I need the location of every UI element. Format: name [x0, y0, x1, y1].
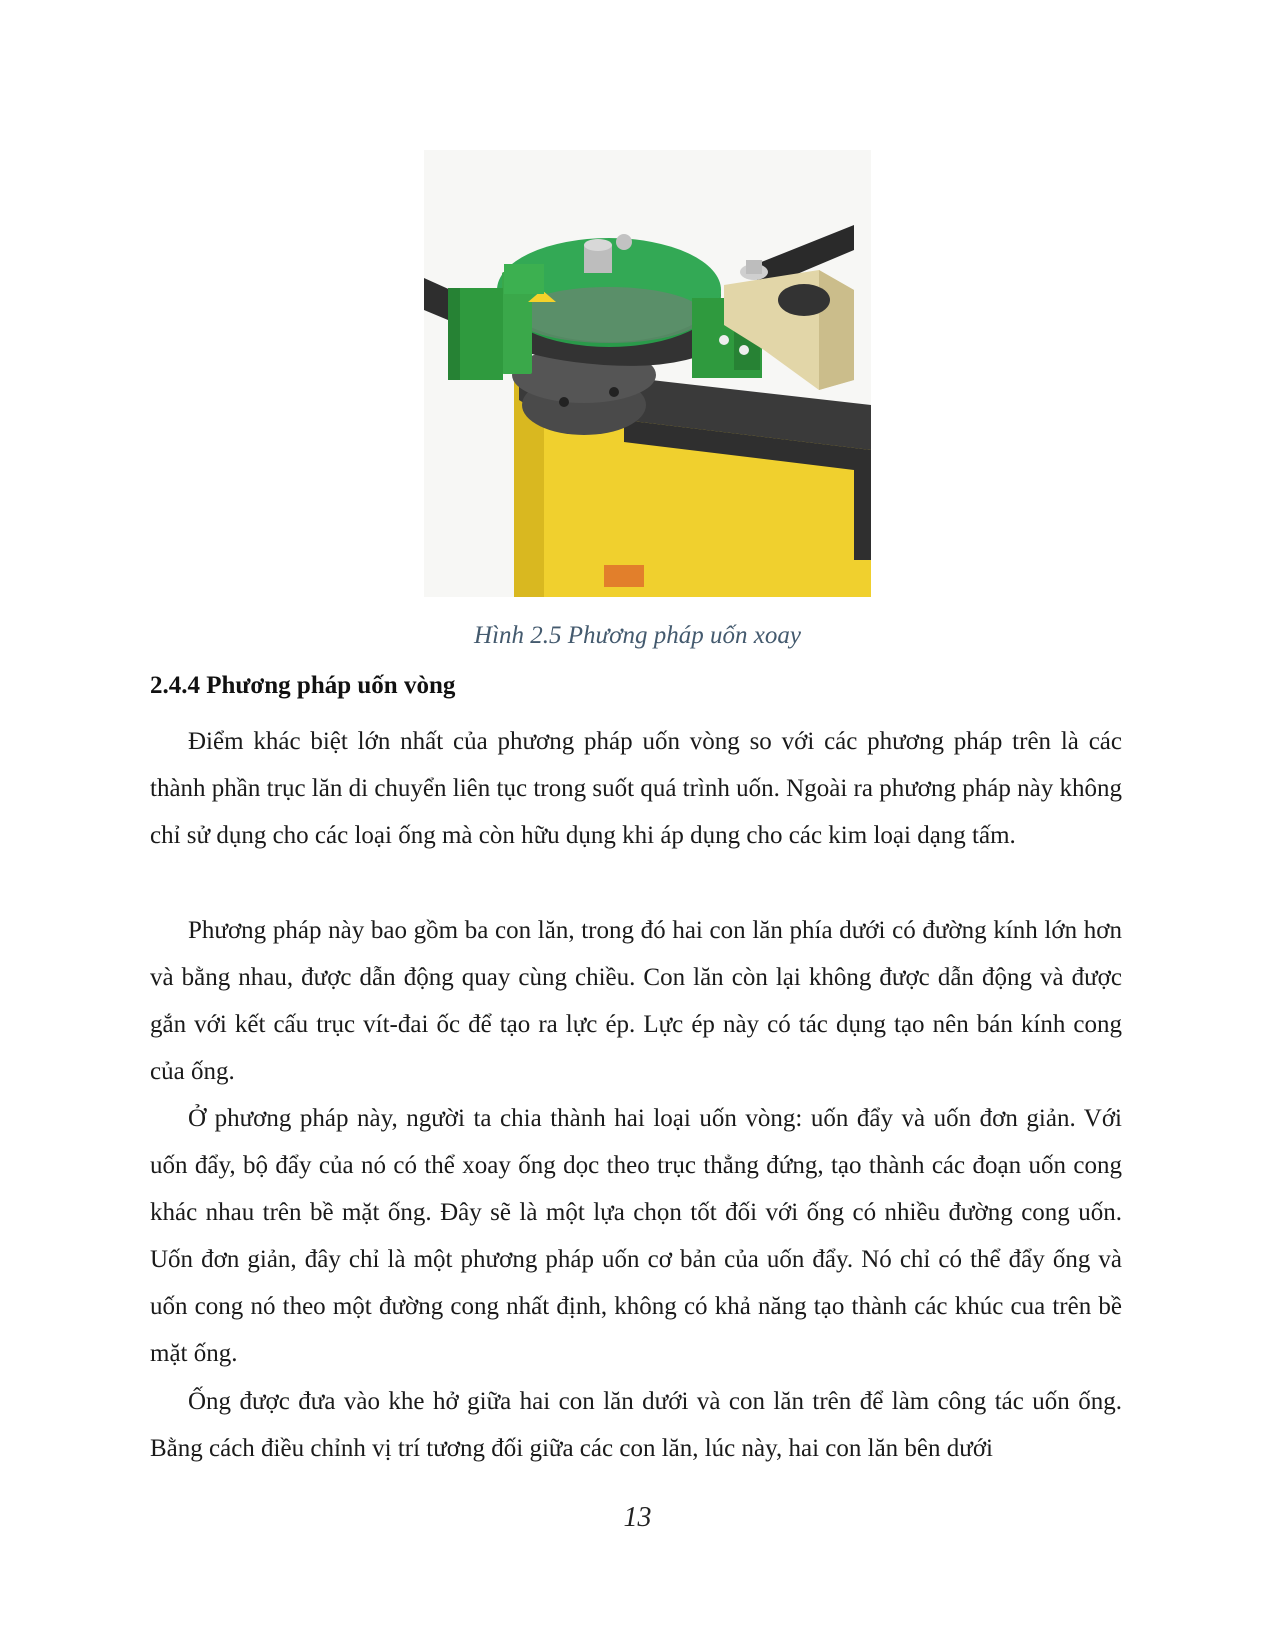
paragraph-2: Phương pháp này bao gồm ba con lăn, trong đó hai con lăn phía dưới có đường kính lớn hơn và bằng nhau, được dẫn động quay cùng chiều. Con lăn còn lại không được dẫn động và được gắn với kết cấu trục vít-đai ốc để tạo ra lực ép. Lực ép này có tác dụng tạo nên bán kính cong của ống. — [150, 917, 1122, 1085]
figure-caption: Hình 2.5 Phương pháp uốn xoay — [474, 622, 801, 649]
paragraph-4: Ống được đưa vào khe hở giữa hai con lăn dưới và con lăn trên để làm công tác uốn ống. Bằng cách điều chỉnh vị trí tương đối giữa các con lăn, lúc này, hai con lăn bên dưới — [150, 1388, 1122, 1462]
paragraph-1: Điểm khác biệt lớn nhất của phương pháp uốn vòng so với các phương pháp trên là các thành phần trục lăn di chuyển liên tục trong suốt quá trình uốn. Ngoài ra phương pháp này không chỉ sử dụng cho các loại ống mà còn hữu dụng khi áp dụng cho các kim loại dạng tấm. — [150, 728, 1122, 849]
section-heading: 2.4.4 Phương pháp uốn vòng — [150, 672, 456, 699]
paragraph-3: Ở phương pháp này, người ta chia thành hai loại uốn vòng: uốn đẩy và uốn đơn giản. Với uốn đẩy, bộ đẩy của nó có thể xoay ống dọc theo trục thẳng đứng, tạo thành các đoạn uốn cong khác nhau trên bề mặt ống. Đây sẽ là một lựa chọn tốt đối với ống có nhiều đường cong uốn. Uốn đơn giản, đây chỉ là một phương pháp uốn cơ bản của uốn đẩy. Nó chỉ có thể đẩy ống và uốn cong nó theo một đường cong nhất định, không có khả năng tạo thành các khúc cua trên bề mặt ống. — [150, 1105, 1122, 1367]
page-number: 13 — [623, 1502, 652, 1533]
rotary-bending-machine-photo — [424, 150, 871, 597]
